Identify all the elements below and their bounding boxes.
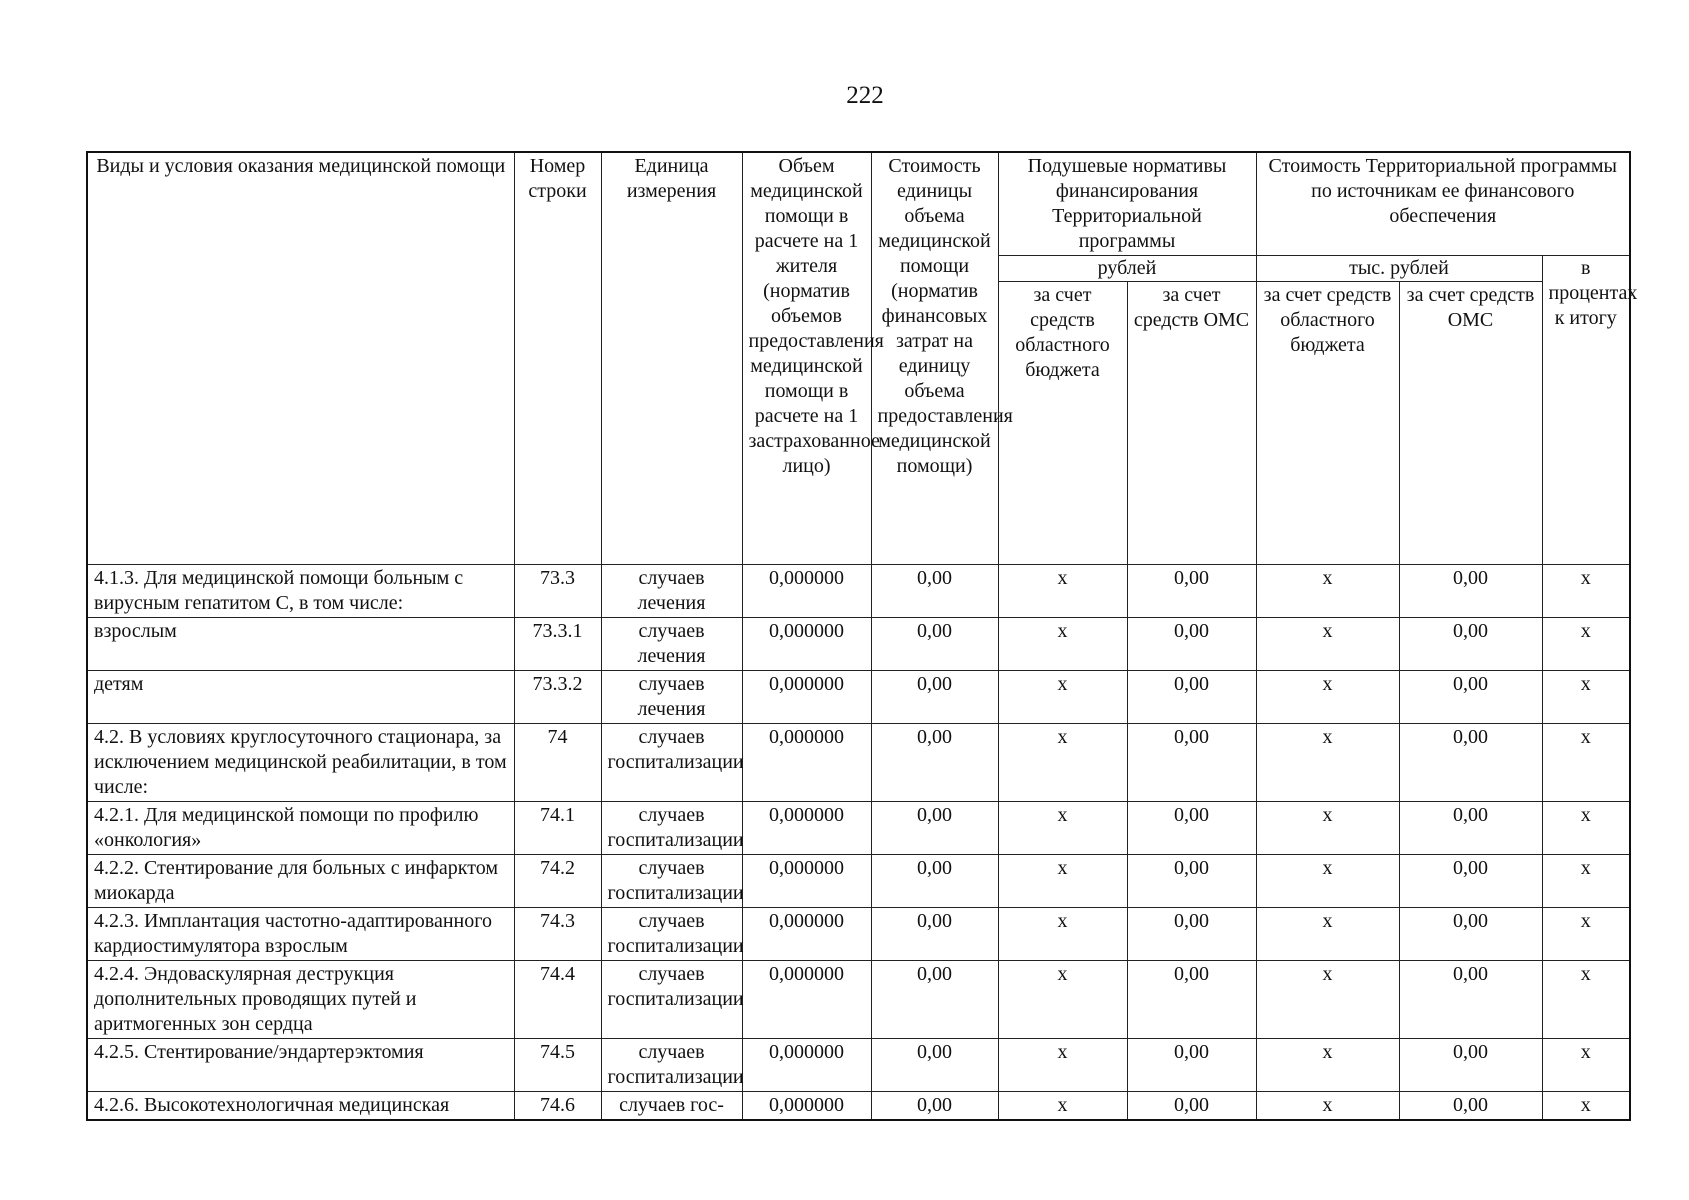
header-row-number: Номер строки [514, 152, 601, 565]
row-unit: случаев госпитализации [601, 1039, 742, 1092]
row-label: 4.1.3. Для медицинской помощи больным с вирусным гепатитом С, в том числе: [87, 565, 514, 618]
row-oms: 0,00 [1127, 1039, 1256, 1092]
row-regional: х [998, 802, 1127, 855]
row-oms-2: 0,00 [1399, 855, 1542, 908]
row-label: 4.2.1. Для медицинской помощи по профилю «онкология» [87, 802, 514, 855]
row-unit: случаев гос- [601, 1092, 742, 1121]
row-oms-2: 0,00 [1399, 961, 1542, 1039]
row-regional-2: х [1256, 724, 1399, 802]
table-row [87, 802, 1630, 855]
row-oms-2: 0,00 [1399, 908, 1542, 961]
row-regional-2: х [1256, 671, 1399, 724]
page-number: 222 [846, 82, 884, 109]
header-rubles: рублей [998, 256, 1256, 282]
row-percent: х [1542, 671, 1630, 724]
row-number: 74.2 [514, 855, 601, 908]
row-regional-2: х [1256, 908, 1399, 961]
row-cost: 0,00 [871, 802, 998, 855]
row-label: взрослым [87, 618, 514, 671]
row-oms: 0,00 [1127, 855, 1256, 908]
row-regional: х [998, 1092, 1127, 1121]
header-regional-budget-2: за счет средств областного бюджета [1256, 282, 1399, 565]
row-cost: 0,00 [871, 908, 998, 961]
row-volume: 0,000000 [742, 1039, 871, 1092]
row-oms: 0,00 [1127, 802, 1256, 855]
header-program-cost: Стоимость Территориальной программы по источникам ее финансового обеспечения [1256, 152, 1630, 256]
row-label: детям [87, 671, 514, 724]
header-oms: за счет средств ОМС [1127, 282, 1256, 565]
table-row [87, 1039, 1630, 1092]
row-oms-2: 0,00 [1399, 1039, 1542, 1092]
row-regional: х [998, 855, 1127, 908]
row-regional: х [998, 565, 1127, 618]
row-number: 73.3 [514, 565, 601, 618]
table-row [87, 565, 1630, 618]
row-oms-2: 0,00 [1399, 671, 1542, 724]
table-row [87, 961, 1630, 1039]
row-cost: 0,00 [871, 1092, 998, 1121]
row-unit: случаев лечения [601, 565, 742, 618]
row-regional-2: х [1256, 802, 1399, 855]
row-volume: 0,000000 [742, 1092, 871, 1121]
header-percent: в процентах к итогу [1542, 256, 1630, 565]
header-oms-2: за счет средств ОМС [1399, 282, 1542, 565]
header-per-capita: Подушевые нормативы финансирования Территориальной программы [998, 152, 1256, 256]
row-label: 4.2. В условиях круглосуточного стационара, за исключением медицинской реабилитации, в том числе: [87, 724, 514, 802]
row-oms: 0,00 [1127, 565, 1256, 618]
row-percent: х [1542, 565, 1630, 618]
row-oms-2: 0,00 [1399, 802, 1542, 855]
row-oms-2: 0,00 [1399, 724, 1542, 802]
row-number: 74.5 [514, 1039, 601, 1092]
row-regional: х [998, 1039, 1127, 1092]
row-volume: 0,000000 [742, 618, 871, 671]
table-row [87, 855, 1630, 908]
row-unit: случаев госпитализации [601, 961, 742, 1039]
row-volume: 0,000000 [742, 671, 871, 724]
row-oms: 0,00 [1127, 724, 1256, 802]
table-row [87, 1092, 1630, 1121]
row-percent: х [1542, 1039, 1630, 1092]
row-oms: 0,00 [1127, 908, 1256, 961]
row-label: 4.2.4. Эндоваскулярная деструкция дополнительных проводящих путей и аритмогенных зон сердца [87, 961, 514, 1039]
row-regional-2: х [1256, 1092, 1399, 1121]
row-regional-2: х [1256, 961, 1399, 1039]
row-regional: х [998, 724, 1127, 802]
table-row [87, 618, 1630, 671]
row-number: 73.3.2 [514, 671, 601, 724]
row-oms: 0,00 [1127, 671, 1256, 724]
row-oms: 0,00 [1127, 1092, 1256, 1121]
row-regional-2: х [1256, 855, 1399, 908]
row-percent: х [1542, 855, 1630, 908]
row-percent: х [1542, 908, 1630, 961]
row-cost: 0,00 [871, 671, 998, 724]
financing-table [86, 151, 1638, 1121]
row-regional-2: х [1256, 618, 1399, 671]
row-volume: 0,000000 [742, 908, 871, 961]
row-unit: случаев госпитализации [601, 802, 742, 855]
row-percent: х [1542, 724, 1630, 802]
row-cost: 0,00 [871, 961, 998, 1039]
row-oms-2: 0,00 [1399, 1092, 1542, 1121]
header-unit: Единица измерения [601, 152, 742, 565]
row-percent: х [1542, 618, 1630, 671]
row-cost: 0,00 [871, 855, 998, 908]
row-unit: случаев госпитализации [601, 908, 742, 961]
row-unit: случаев лечения [601, 671, 742, 724]
row-regional: х [998, 908, 1127, 961]
row-oms-2: 0,00 [1399, 618, 1542, 671]
row-number: 74.3 [514, 908, 601, 961]
row-label: 4.2.2. Стентирование для больных с инфарктом миокарда [87, 855, 514, 908]
row-unit: случаев госпитализации [601, 855, 742, 908]
row-regional-2: х [1256, 1039, 1399, 1092]
row-number: 74.6 [514, 1092, 601, 1121]
row-number: 74 [514, 724, 601, 802]
row-regional: х [998, 618, 1127, 671]
row-cost: 0,00 [871, 618, 998, 671]
row-number: 74.1 [514, 802, 601, 855]
row-volume: 0,000000 [742, 855, 871, 908]
header-cost: Стоимость единицы объема медицинской помощи (норматив финансовых затрат на единицу объема предоставления медицинской помощи) [871, 152, 998, 565]
row-unit: случаев госпитализации [601, 724, 742, 802]
row-oms: 0,00 [1127, 961, 1256, 1039]
row-volume: 0,000000 [742, 724, 871, 802]
row-percent: х [1542, 961, 1630, 1039]
row-number: 73.3.1 [514, 618, 601, 671]
row-percent: х [1542, 1092, 1630, 1121]
row-percent: х [1542, 802, 1630, 855]
row-number: 74.4 [514, 961, 601, 1039]
row-oms: 0,00 [1127, 618, 1256, 671]
row-label: 4.2.5. Стентирование/эндартерэктомия [87, 1039, 514, 1092]
row-regional: х [998, 961, 1127, 1039]
row-cost: 0,00 [871, 724, 998, 802]
header-volume: Объем медицинской помощи в расчете на 1 жителя (норматив объемов предоставления медицинской помощи в расчете на 1 застрахованное лицо) [742, 152, 871, 565]
table-row [87, 908, 1630, 961]
table-row [87, 671, 1630, 724]
header-thousand-rubles: тыс. рублей [1256, 256, 1542, 282]
header-regional-budget: за счет средств областного бюджета [998, 282, 1127, 565]
row-volume: 0,000000 [742, 802, 871, 855]
row-cost: 0,00 [871, 565, 998, 618]
row-label: 4.2.6. Высокотехнологичная медицинская [87, 1092, 514, 1121]
row-cost: 0,00 [871, 1039, 998, 1092]
row-volume: 0,000000 [742, 565, 871, 618]
row-label: 4.2.3. Имплантация частотно-адаптированного кардиостимулятора взрослым [87, 908, 514, 961]
row-oms-2: 0,00 [1399, 565, 1542, 618]
table-row [87, 724, 1630, 802]
row-regional: х [998, 671, 1127, 724]
row-volume: 0,000000 [742, 961, 871, 1039]
row-regional-2: х [1256, 565, 1399, 618]
header-type: Виды и условия оказания медицинской помощи [87, 152, 514, 565]
row-unit: случаев лечения [601, 618, 742, 671]
